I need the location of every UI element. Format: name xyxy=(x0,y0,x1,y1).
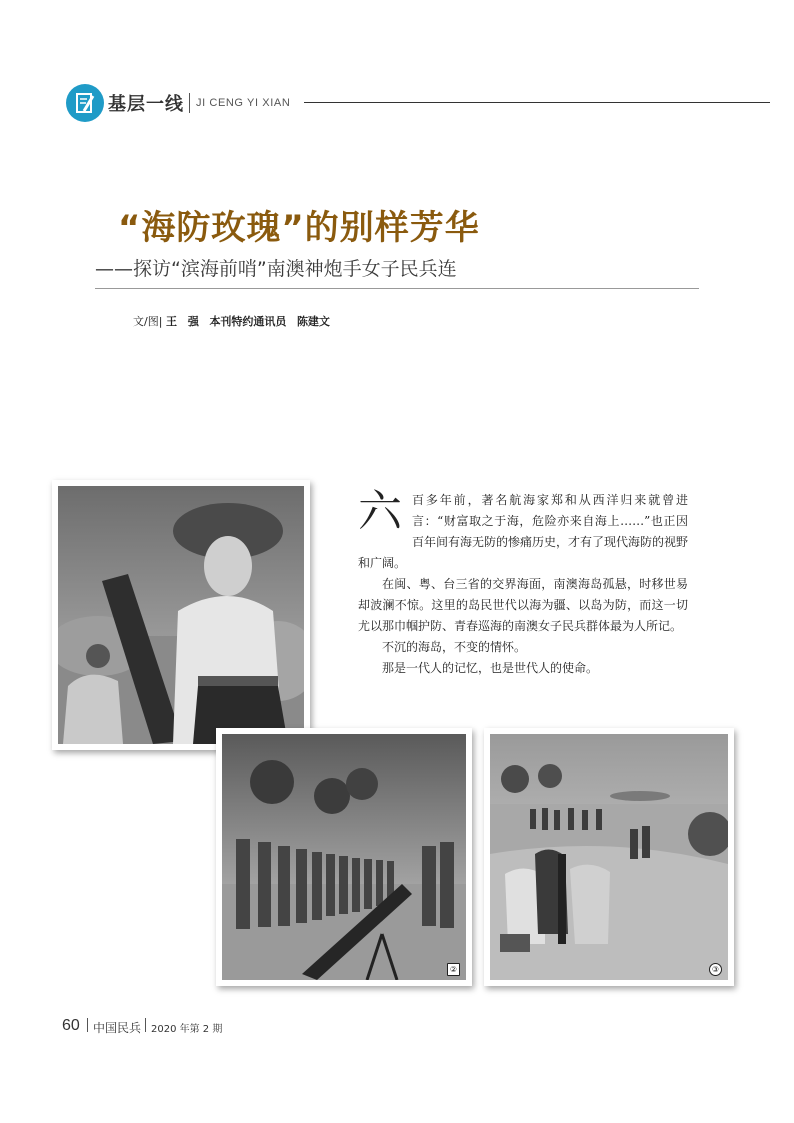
photo-2-image xyxy=(222,734,466,980)
photo-3 xyxy=(484,728,734,986)
photo-2-number: ② xyxy=(447,963,460,976)
page-number: 60 xyxy=(62,1017,80,1034)
article-subtitle: ——探访“滨海前哨”南澳神炮手女子民兵连 xyxy=(95,258,457,280)
issue-label: 2020 年第 2 期 xyxy=(151,1024,223,1035)
title-rule xyxy=(95,288,699,289)
header-divider xyxy=(189,93,190,113)
paragraph-4: 那是一代人的记忆，也是世代人的使命。 xyxy=(382,661,599,675)
magazine-name: 中国民兵 xyxy=(93,1021,142,1035)
footer-divider xyxy=(87,1018,88,1032)
author-1: 王 强 xyxy=(165,315,199,328)
footer-divider xyxy=(145,1018,146,1032)
article-title: “海防玫瑰”的别样芳华 xyxy=(118,208,480,248)
photo-3-image xyxy=(490,734,728,980)
paragraph-3: 不沉的海岛，不变的情怀。 xyxy=(382,640,527,654)
byline: 文/图| 王 强 本刊特约通讯员 陈建文 xyxy=(133,315,330,328)
author-2-role: 本刊特约通讯员 xyxy=(209,315,287,328)
header-rule xyxy=(304,102,770,103)
paragraph-1: 百多年前，著名航海家郑和从西洋归来就曾进言：“财富取之于海，危险亦来自海上……”也正因百年间有海无防的惨痛历史，才有了现代海防的视野和广阔。 xyxy=(358,493,689,570)
photo-1-image xyxy=(58,486,304,744)
drop-cap: 六 xyxy=(358,486,402,537)
paragraph-2: 在闽、粤、台三省的交界海面，南澳海岛孤悬，时移世易却波澜不惊。这里的岛民世代以海为疆、以岛为防，而这一切尤以那巾帼护防、青春巡海的南澳女子民兵群体最为人所记。 xyxy=(358,577,688,633)
section-title: 基层一线 xyxy=(108,94,184,115)
photo-1 xyxy=(52,480,310,750)
section-pinyin: JI CENG YI XIAN xyxy=(196,97,291,109)
photo-3-number: ③ xyxy=(709,963,722,976)
photo-2 xyxy=(216,728,472,986)
byline-prefix: 文/图 xyxy=(133,315,159,328)
author-2: 陈建文 xyxy=(296,315,330,328)
section-pen-icon xyxy=(66,84,104,122)
article-body xyxy=(358,486,689,679)
